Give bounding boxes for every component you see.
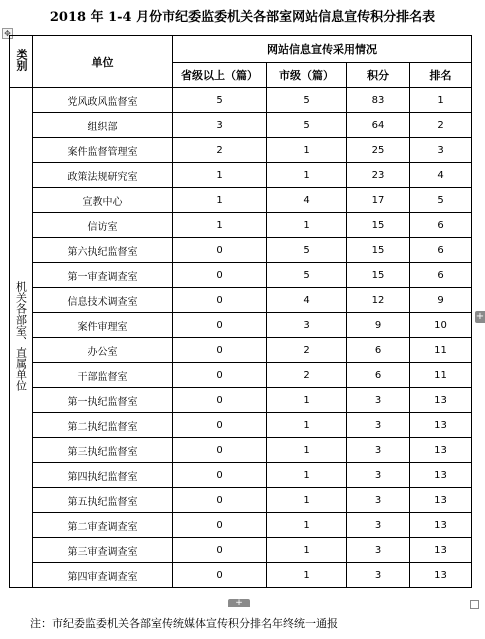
unit-cell: 案件监督管理室 <box>33 138 173 163</box>
rank-cell: 6 <box>410 263 472 288</box>
score-cell: 25 <box>347 138 410 163</box>
table-row <box>10 263 472 288</box>
header-provincial: 省级以上（篇） <box>173 63 267 88</box>
city-count-cell: 1 <box>267 138 347 163</box>
provincial-count-cell: 3 <box>173 113 267 138</box>
rank-cell: 10 <box>410 313 472 338</box>
unit-cell: 信息技术调查室 <box>33 288 173 313</box>
score-cell: 3 <box>347 413 410 438</box>
table-row <box>10 338 472 363</box>
score-cell: 6 <box>347 338 410 363</box>
table-row <box>10 513 472 538</box>
city-count-cell: 5 <box>267 113 347 138</box>
add-column-icon[interactable]: + <box>475 311 485 322</box>
provincial-count-cell: 0 <box>173 238 267 263</box>
city-count-cell: 1 <box>267 438 347 463</box>
table-row <box>10 413 472 438</box>
footnote: 注：市纪委监委机关各部室传统媒体宣传积分排名年终统一通报 <box>30 617 338 630</box>
provincial-count-cell: 0 <box>173 263 267 288</box>
table-row <box>10 438 472 463</box>
unit-cell: 第六执纪监督室 <box>33 238 173 263</box>
table-row <box>10 238 472 263</box>
unit-cell: 办公室 <box>33 338 173 363</box>
rank-cell: 11 <box>410 338 472 363</box>
table-row <box>10 113 472 138</box>
rank-cell: 13 <box>410 413 472 438</box>
unit-cell: 案件审理室 <box>33 313 173 338</box>
table-row <box>10 188 472 213</box>
page-title: 2018 年 1-4 月份市纪委监委机关各部室网站信息宣传积分排名表 <box>49 10 436 25</box>
city-count-cell: 1 <box>267 163 347 188</box>
table-row <box>10 288 472 313</box>
provincial-count-cell: 0 <box>173 313 267 338</box>
header-category: 类别 <box>15 49 28 71</box>
score-cell: 3 <box>347 488 410 513</box>
provincial-count-cell: 0 <box>173 288 267 313</box>
rank-cell: 1 <box>410 88 472 113</box>
city-count-cell: 1 <box>267 388 347 413</box>
city-count-cell: 5 <box>267 238 347 263</box>
header-group: 网站信息宣传采用情况 <box>173 36 472 63</box>
unit-cell: 党风政风监督室 <box>33 88 173 113</box>
header-rank: 排名 <box>410 63 472 88</box>
unit-cell: 第四执纪监督室 <box>33 463 173 488</box>
score-cell: 12 <box>347 288 410 313</box>
provincial-count-cell: 0 <box>173 413 267 438</box>
score-cell: 23 <box>347 163 410 188</box>
rank-cell: 9 <box>410 288 472 313</box>
unit-cell: 第二执纪监督室 <box>33 413 173 438</box>
score-cell: 3 <box>347 463 410 488</box>
score-cell: 3 <box>347 513 410 538</box>
table-row <box>10 538 472 563</box>
score-ranking-table <box>9 35 472 588</box>
rank-cell: 13 <box>410 513 472 538</box>
city-count-cell: 1 <box>267 488 347 513</box>
table-row <box>10 213 472 238</box>
unit-cell: 信访室 <box>33 213 173 238</box>
table-row <box>10 163 472 188</box>
table-row <box>10 138 472 163</box>
city-count-cell: 2 <box>267 363 347 388</box>
provincial-count-cell: 0 <box>173 363 267 388</box>
header-city: 市级（篇） <box>267 63 347 88</box>
score-cell: 6 <box>347 363 410 388</box>
score-cell: 3 <box>347 438 410 463</box>
unit-cell: 第三执纪监督室 <box>33 438 173 463</box>
score-cell: 3 <box>347 563 410 588</box>
header-row-1 <box>10 36 472 63</box>
city-count-cell: 1 <box>267 513 347 538</box>
provincial-count-cell: 5 <box>173 88 267 113</box>
unit-cell: 第二审查调查室 <box>33 513 173 538</box>
score-cell: 3 <box>347 388 410 413</box>
city-count-cell: 4 <box>267 288 347 313</box>
table-row <box>10 463 472 488</box>
unit-cell: 宣教中心 <box>33 188 173 213</box>
provincial-count-cell: 0 <box>173 338 267 363</box>
provincial-count-cell: 0 <box>173 563 267 588</box>
table-row <box>10 563 472 588</box>
rank-cell: 3 <box>410 138 472 163</box>
score-cell: 15 <box>347 263 410 288</box>
unit-cell: 第三审查调查室 <box>33 538 173 563</box>
rank-cell: 13 <box>410 463 472 488</box>
provincial-count-cell: 0 <box>173 513 267 538</box>
table-resize-icon[interactable] <box>470 600 479 609</box>
city-count-cell: 4 <box>267 188 347 213</box>
table-move-icon[interactable]: ✥ <box>2 28 13 39</box>
rank-cell: 13 <box>410 488 472 513</box>
rank-cell: 6 <box>410 213 472 238</box>
add-row-icon[interactable]: + <box>228 599 250 607</box>
unit-cell: 政策法规研究室 <box>33 163 173 188</box>
score-cell: 15 <box>347 238 410 263</box>
city-count-cell: 3 <box>267 313 347 338</box>
score-cell: 64 <box>347 113 410 138</box>
table-row <box>10 313 472 338</box>
category-cell <box>10 88 33 588</box>
table-row <box>10 488 472 513</box>
rank-cell: 4 <box>410 163 472 188</box>
header-category-cell <box>10 36 33 88</box>
provincial-count-cell: 1 <box>173 188 267 213</box>
rank-cell: 11 <box>410 363 472 388</box>
table-row <box>10 88 472 113</box>
unit-cell: 干部监督室 <box>33 363 173 388</box>
header-unit: 单位 <box>33 36 173 88</box>
provincial-count-cell: 0 <box>173 438 267 463</box>
city-count-cell: 2 <box>267 338 347 363</box>
city-count-cell: 1 <box>267 463 347 488</box>
unit-cell: 第四审查调查室 <box>33 563 173 588</box>
unit-cell: 第五执纪监督室 <box>33 488 173 513</box>
rank-cell: 13 <box>410 388 472 413</box>
city-count-cell: 1 <box>267 538 347 563</box>
score-cell: 9 <box>347 313 410 338</box>
rank-cell: 5 <box>410 188 472 213</box>
provincial-count-cell: 0 <box>173 388 267 413</box>
city-count-cell: 1 <box>267 413 347 438</box>
category-label: 机关各部室、直属单位 <box>14 281 28 391</box>
unit-cell: 组织部 <box>33 113 173 138</box>
score-cell: 83 <box>347 88 410 113</box>
rank-cell: 6 <box>410 238 472 263</box>
provincial-count-cell: 0 <box>173 463 267 488</box>
provincial-count-cell: 0 <box>173 538 267 563</box>
score-cell: 17 <box>347 188 410 213</box>
table-row <box>10 363 472 388</box>
city-count-cell: 1 <box>267 563 347 588</box>
provincial-count-cell: 1 <box>173 163 267 188</box>
city-count-cell: 5 <box>267 263 347 288</box>
rank-cell: 13 <box>410 438 472 463</box>
header-score: 积分 <box>347 63 410 88</box>
rank-cell: 13 <box>410 538 472 563</box>
rank-cell: 13 <box>410 563 472 588</box>
provincial-count-cell: 0 <box>173 488 267 513</box>
unit-cell: 第一执纪监督室 <box>33 388 173 413</box>
city-count-cell: 1 <box>267 213 347 238</box>
rank-cell: 2 <box>410 113 472 138</box>
table-row <box>10 388 472 413</box>
score-cell: 15 <box>347 213 410 238</box>
city-count-cell: 5 <box>267 88 347 113</box>
provincial-count-cell: 2 <box>173 138 267 163</box>
unit-cell: 第一审查调查室 <box>33 263 173 288</box>
score-cell: 3 <box>347 538 410 563</box>
provincial-count-cell: 1 <box>173 213 267 238</box>
